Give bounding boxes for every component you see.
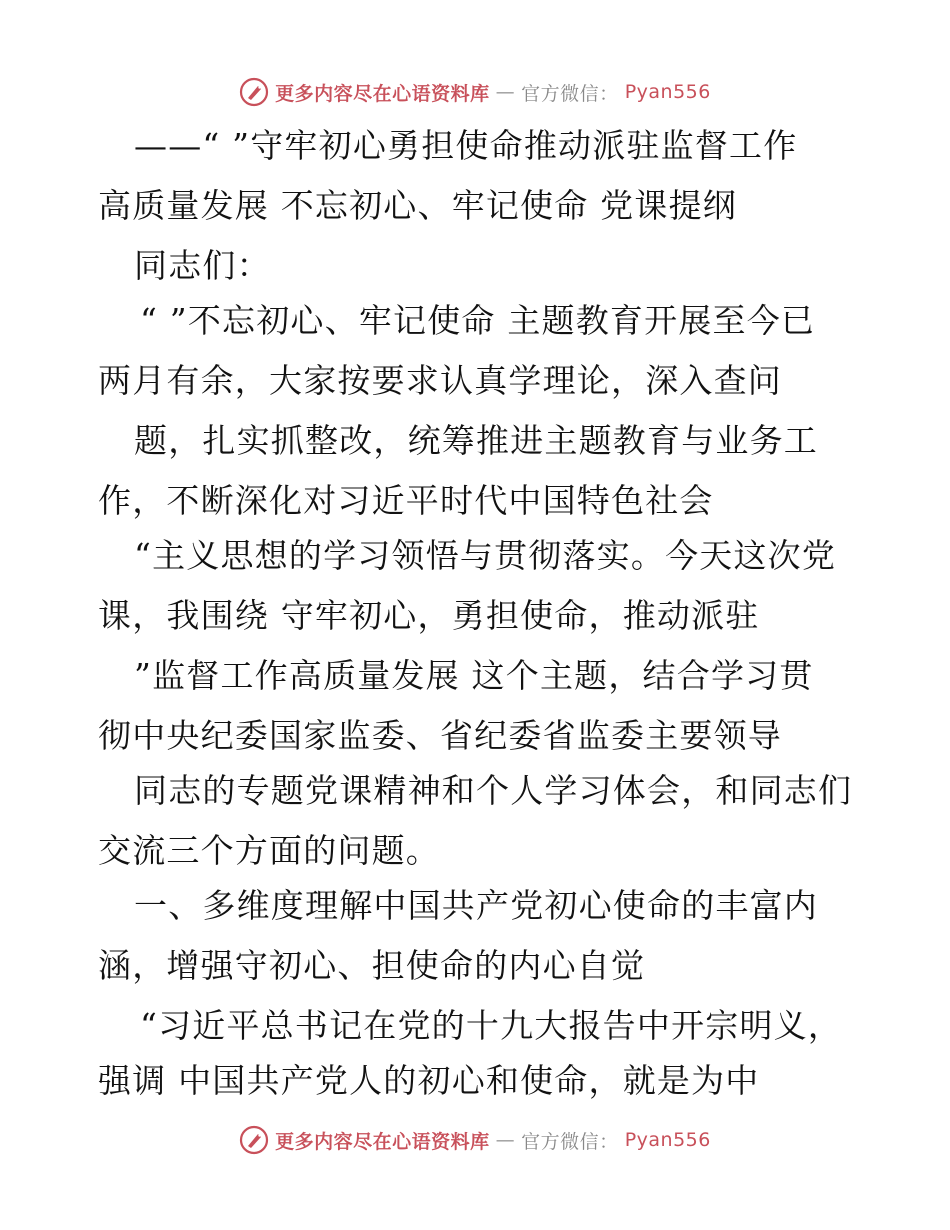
doc-paragraph-line: 同志的专题党课精神和个人学习体会，和同志们 bbox=[134, 771, 853, 810]
doc-paragraph-line: 强调 中国共产党人的初心和使命，就是为中 bbox=[98, 1061, 760, 1100]
doc-paragraph-line: “主义思想的学习领悟与贯彻落实。今天这次党 bbox=[134, 536, 837, 575]
doc-paragraph-line: 作，不断深化对习近平时代中国特色社会 bbox=[98, 481, 714, 520]
header-watermark-banner bbox=[0, 72, 950, 112]
doc-salutation: 同志们： bbox=[134, 246, 271, 285]
doc-paragraph-line: 彻中央纪委国家监委、省纪委省监委主要领导 bbox=[98, 716, 782, 755]
doc-section-heading-line-1: 一、多维度理解中国共产党初心使命的丰富内 bbox=[134, 886, 818, 925]
banner-separator: — bbox=[495, 81, 516, 103]
banner-wechat-label: 官方微信： bbox=[521, 82, 619, 105]
doc-title-line-2: 高质量发展 不忘初心、牢记使命 党课提纲 bbox=[98, 186, 737, 225]
doc-paragraph-line: “习近平总书记在党的十九大报告中开宗明义， bbox=[140, 1006, 843, 1045]
banner-title: 更多内容尽在心语资料库 bbox=[275, 1130, 490, 1153]
pen-nib-logo-icon bbox=[239, 77, 269, 107]
doc-paragraph-line: 交流三个方面的问题。 bbox=[98, 831, 440, 870]
doc-paragraph-line: 课，我围绕 守牢初心，勇担使命，推动派驻 bbox=[98, 596, 760, 635]
doc-paragraph-line: 两月有余，大家按要求认真学理论，深入查问 bbox=[98, 361, 782, 400]
banner-title: 更多内容尽在心语资料库 bbox=[275, 82, 490, 105]
banner-wechat-id: Pyan556 bbox=[624, 1129, 711, 1151]
banner-separator: — bbox=[495, 1129, 516, 1151]
footer-watermark-banner bbox=[0, 1120, 950, 1160]
pen-nib-logo-icon bbox=[239, 1125, 269, 1155]
doc-paragraph-line: “ ”不忘初心、牢记使命 主题教育开展至今已 bbox=[140, 301, 816, 340]
doc-section-heading-line-2: 涵，增强守初心、担使命的内心自觉 bbox=[98, 946, 646, 985]
doc-title-line-1: ——“ ”守牢初心勇担使命推动派驻监督工作 bbox=[134, 126, 798, 165]
banner-wechat-id: Pyan556 bbox=[624, 81, 711, 103]
doc-paragraph-line: 题，扎实抓整改，统筹推进主题教育与业务工 bbox=[134, 421, 818, 460]
banner-wechat-label: 官方微信： bbox=[521, 1130, 619, 1153]
doc-paragraph-line: ”监督工作高质量发展 这个主题，结合学习贯 bbox=[134, 656, 814, 695]
